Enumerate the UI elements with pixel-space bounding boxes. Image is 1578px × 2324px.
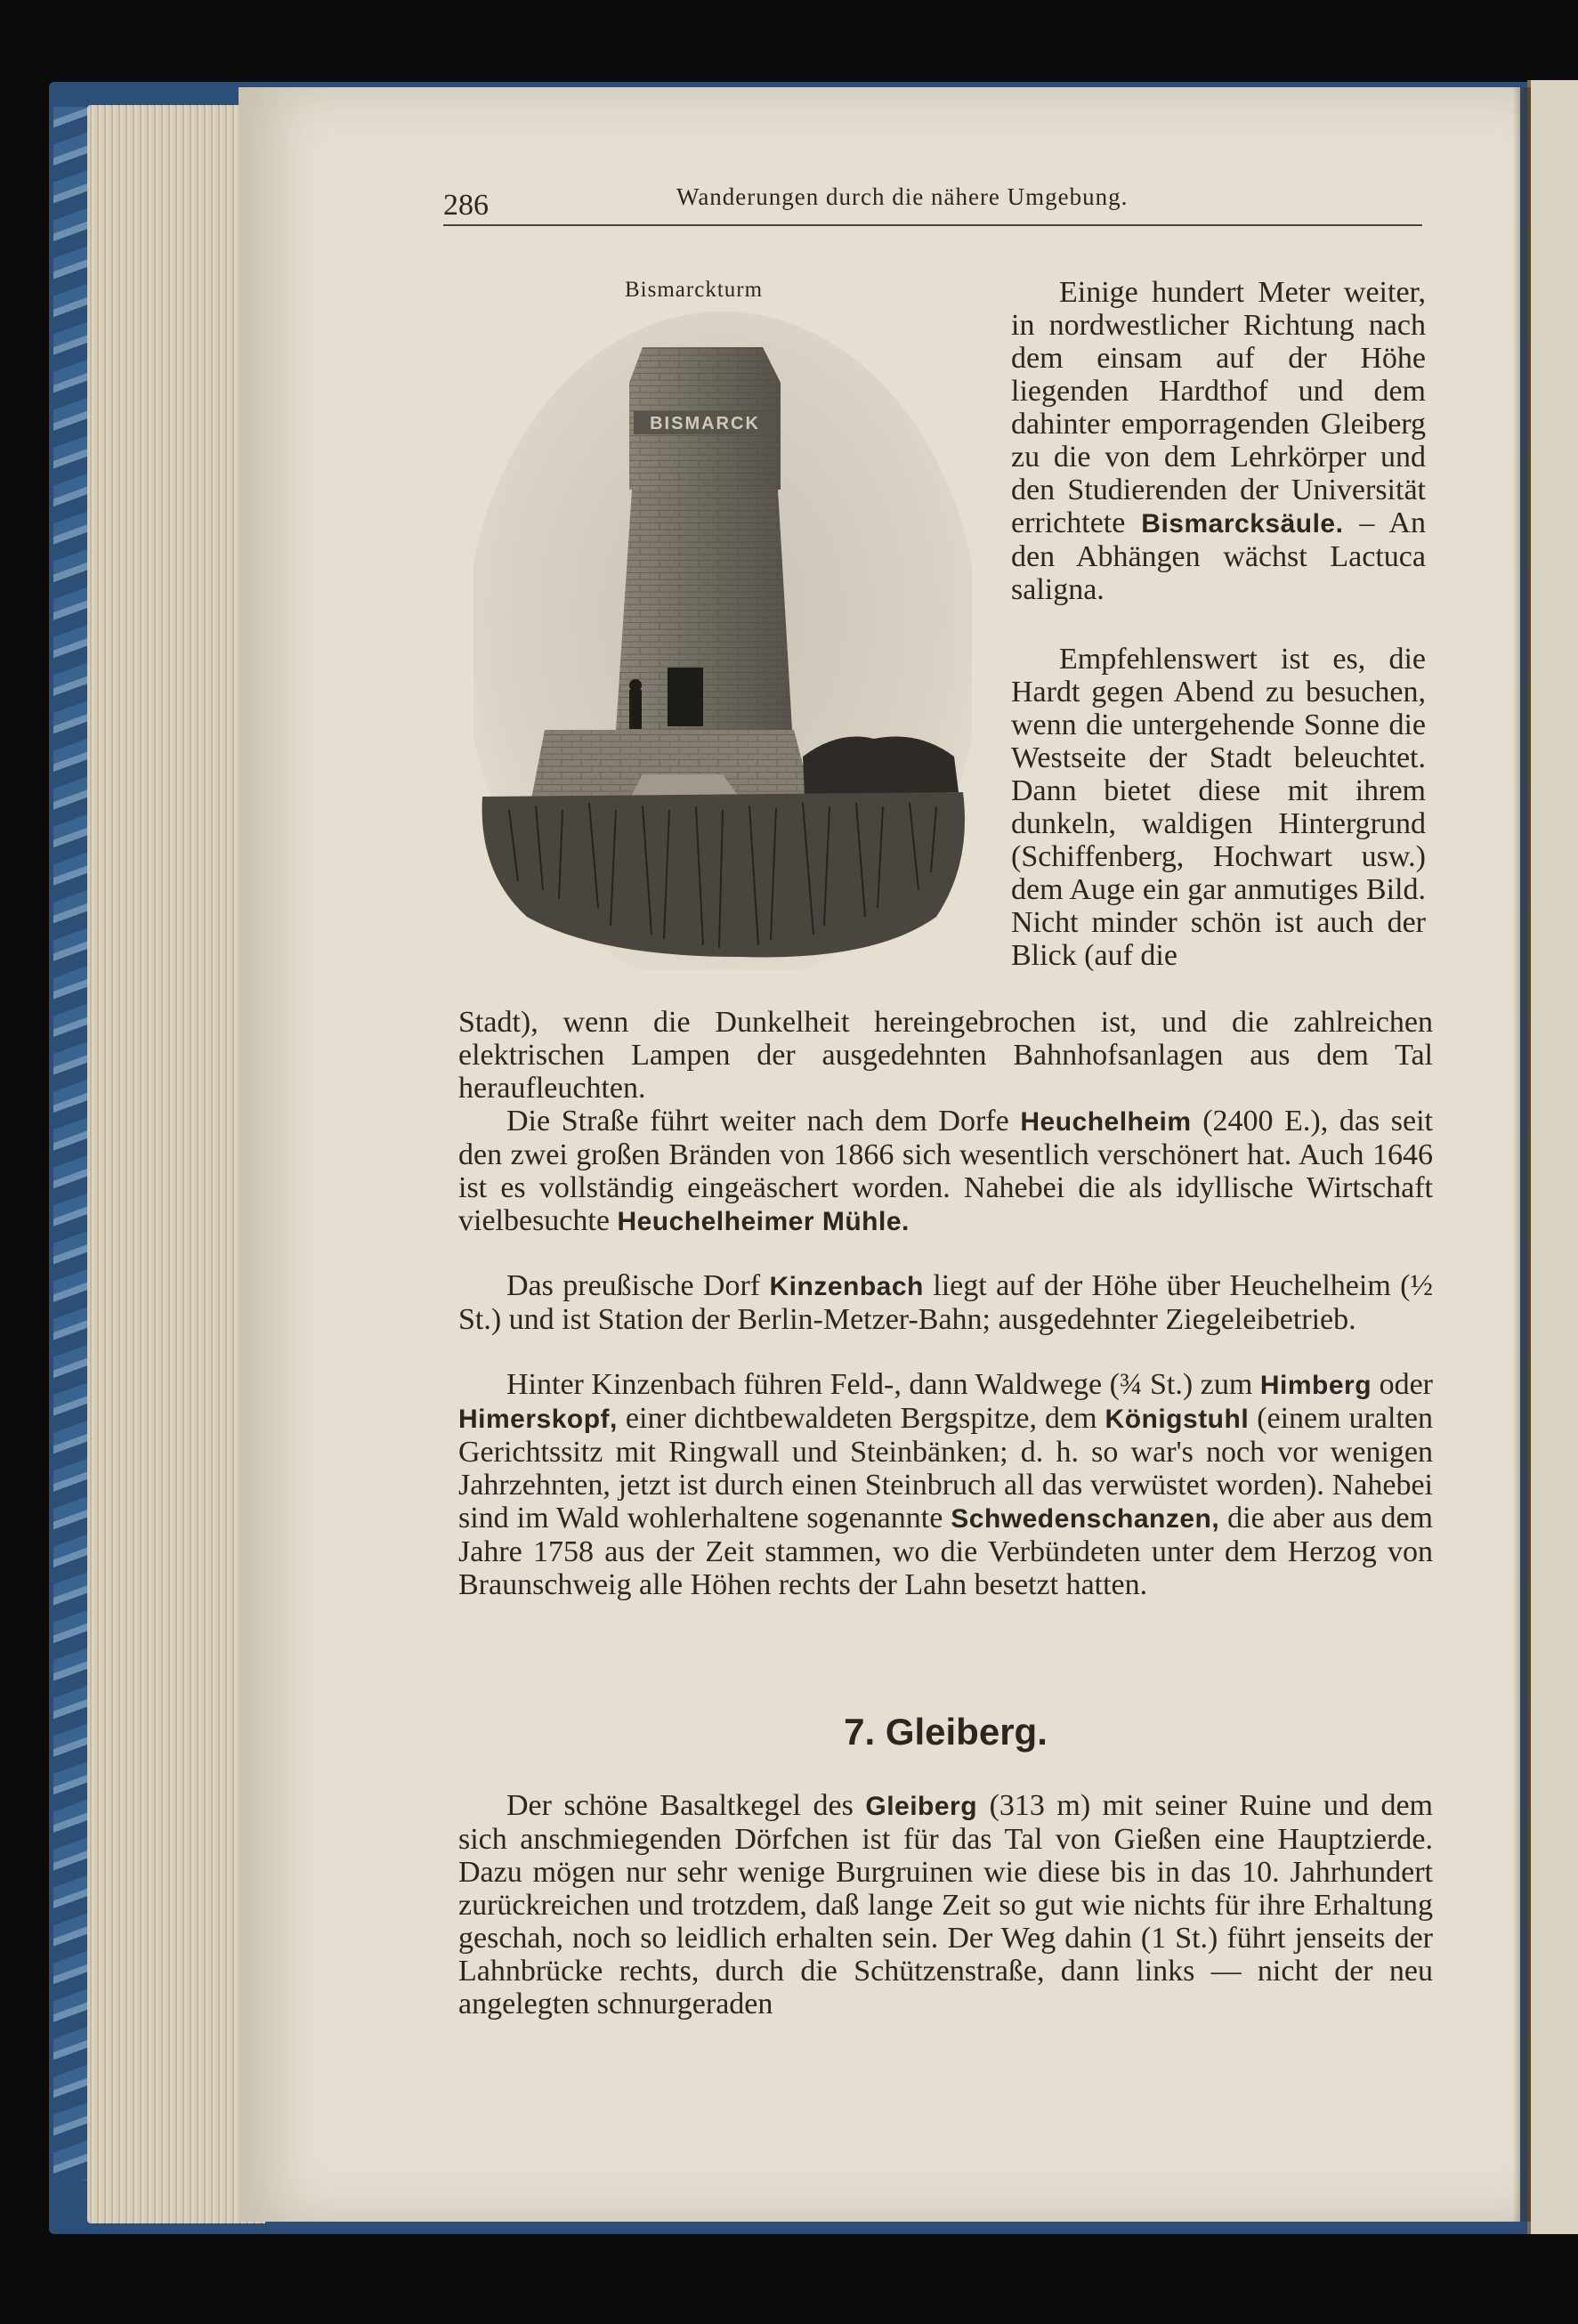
- header-rule: [443, 224, 1422, 226]
- page-number: 286: [443, 189, 489, 222]
- full-paragraph-4: [458, 1368, 1433, 1601]
- bold-term: Schwedenschanzen,: [951, 1504, 1220, 1534]
- spine-shadow: [1513, 87, 1531, 2222]
- text-run: Einige hundert Meter weiter, in nordwestlicher Richtung nach dem einsam auf der Höhe liegenden Hardthof und dem dahinter emporragenden Gleiberg zu die von dem Lehrkörper und den Studierenden der Universität errichtete: [1011, 276, 1426, 539]
- text-run: Hinter Kinzenbach führen Feld-, dann Waldwege (¾ St.) zum: [506, 1368, 1260, 1401]
- running-title: Wanderungen durch die nähere Umgebung.: [676, 183, 1129, 210]
- wrap-paragraph-2: Empfehlenswert ist es, die Hardt gegen Abend zu besuchen, wenn die untergehende Sonne die Westseite der Stadt beleuchtet. Dann bietet diese mit ihrem dunkeln, waldigen Hintergrund (Schiffenberg, Hochwart usw.) dem Auge ein gar anmutiges Bild. Nicht minder schön ist auch der Blick (auf die: [1011, 643, 1426, 972]
- bismarck-tower-figure: [473, 276, 972, 970]
- bold-term: Gleiberg: [865, 1792, 978, 1821]
- text-run: einer dichtbewaldeten Bergspitze, dem: [617, 1402, 1105, 1435]
- section-title: 7. Gleiberg.: [844, 1711, 1048, 1753]
- text-run: Die Straße führt weiter nach dem Dorfe: [506, 1105, 1021, 1138]
- text-run: (2400 E.), das seit den zwei großen Bränden von 1866 sich wesentlich verschönert hat. Auch 1646 ist es vollständig eingeäschert worden. Nahebei die als idyllische Wirtschaft vielbesuchte: [458, 1105, 1434, 1237]
- bold-term: Heuchelheimer Mühle.: [617, 1207, 910, 1236]
- text-run: Das preußische Dorf: [506, 1269, 770, 1302]
- text-run: (313 m) mit seiner Ruine und dem sich anschmiegenden Dörfchen ist für das Tal von Gießen eine Hauptzierde. Dazu mögen nur sehr wenige Burgruinen wie diese bis in das 10. Jahrhundert zurückreichen und trotzdem, daß lange Zeit so gut wie nichts für ihre Erhaltung geschah, noch so leidlich erhalten sein. Der Weg dahin (1 St.) führt jenseits der Lahnbrücke rechts, durch die Schützenstraße, dann links — nicht der neu angelegten schnurgeraden: [458, 1789, 1433, 2020]
- tower-inscription: BISMARCK: [650, 414, 760, 433]
- bold-term: Bismarcksäule.: [1141, 509, 1344, 538]
- bold-term: Kinzenbach: [769, 1272, 924, 1301]
- facing-page-edge: [1527, 80, 1578, 2234]
- wrap-paragraph-1: [1011, 276, 1426, 606]
- full-paragraph-1: Stadt), wenn die Dunkelheit hereingebrochen ist, und die zahlreichen elektrischen Lampen der ausgedehnten Bahnhofsanlagen aus dem Tal heraufleuchten.: [458, 1006, 1433, 1105]
- bold-term: Königstuhl: [1105, 1405, 1250, 1434]
- text-run: oder: [1372, 1368, 1433, 1401]
- text-run: Der schöne Basaltkegel des: [506, 1789, 866, 1822]
- running-head: [443, 178, 1422, 230]
- text-run: (einem uralten Gerichtssitz mit Ringwall und Steinbänken; d. h. so war's noch vor wenigen Jahrzehnten, jetzt ist durch einen Steinbruch all das verwüstet worden). Nahebei sind im Wald wohlerhaltene sogenannte: [458, 1402, 1433, 1534]
- text-run: – An den Abhängen wächst Lactuca saligna.: [1011, 506, 1426, 606]
- gleiberg-paragraph: [458, 1789, 1433, 2020]
- full-paragraph-2: [458, 1105, 1433, 1238]
- bold-term: Himberg: [1259, 1371, 1372, 1400]
- bismarck-tower-illustration: [473, 312, 972, 970]
- text-run: liegt auf der Höhe über Heuchelheim (½ St.) und ist Station der Berlin-Metzer-Bahn; ausgedehnter Ziegeleibetrieb.: [458, 1269, 1433, 1336]
- bold-term: Himerskopf,: [458, 1405, 618, 1434]
- text-run: die aber aus dem Jahre 1758 aus der Zeit stammen, wo die Verbündeten unter dem Herzog von Braunschweig alle Höhen rechts der Lahn besetzt hatten.: [458, 1502, 1433, 1601]
- figure-caption: Bismarckturm: [625, 278, 764, 302]
- full-paragraph-3: [458, 1269, 1433, 1336]
- bold-term: Heuchelheim: [1020, 1107, 1192, 1137]
